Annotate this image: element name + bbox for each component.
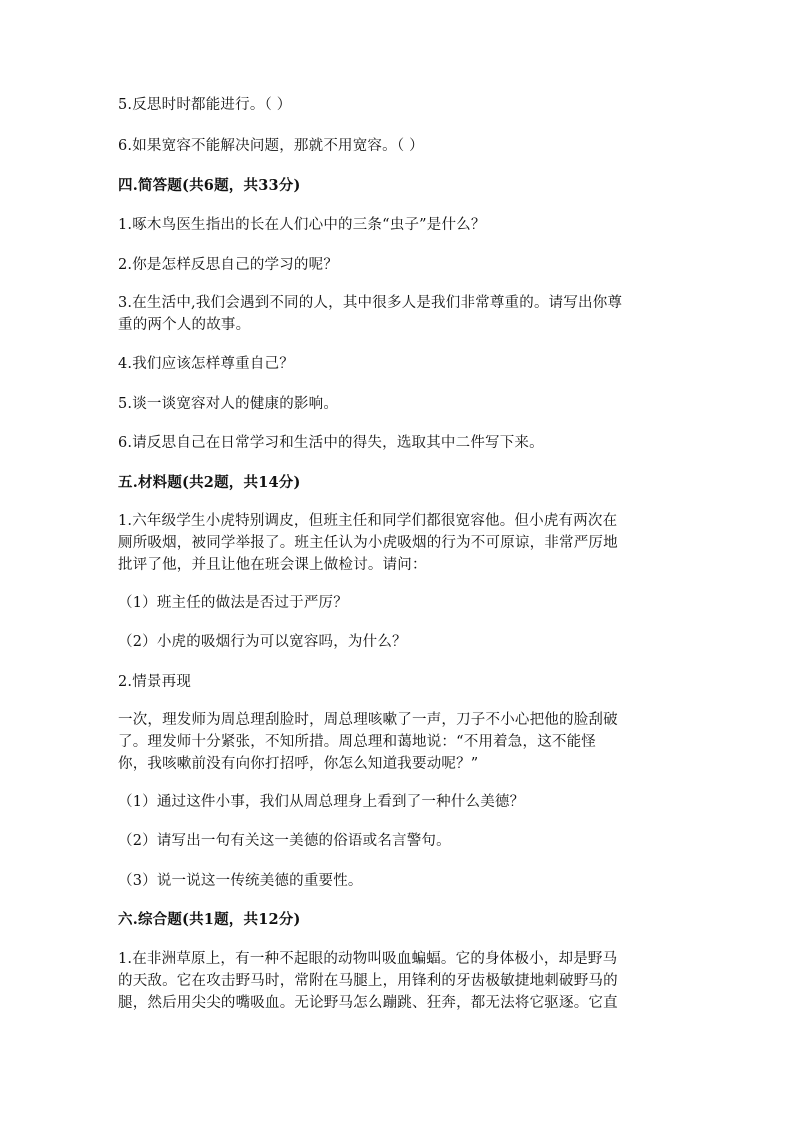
short-answer-question-6: 6.请反思自己在日常学习和生活中的得失，选取其中二件写下来。: [118, 435, 544, 451]
comprehensive-1-line-2: 的天敌。它在攻击野马时，常附在马腿上，用锋利的牙齿极敏捷地刺破野马的: [118, 973, 618, 989]
comprehensive-question-1: [118, 948, 678, 1014]
short-answer-question-5: 5.谈一谈宽容对人的健康的影响。: [118, 396, 339, 412]
material-1-subquestion-2: （2）小虎的吸烟行为可以宽容吗，为什么？: [118, 634, 407, 650]
judgment-item-5: 5.反思时时都能进行。（ ）: [118, 97, 292, 113]
material-2-line-2: 了。理发师十分紧张，不知所措。周总理和蔼地说：“不用着急，这不能怪: [118, 734, 597, 750]
short-answer-question-2: 2.你是怎样反思自己的学习的呢？: [118, 257, 339, 273]
comprehensive-1-line-1: 1.在非洲草原上，有一种不起眼的动物叫吸血蝙蝠。它的身体极小，却是野马: [118, 951, 618, 967]
material-question-2-title: 2.情景再现: [118, 674, 192, 690]
material-1-subquestion-1: （1）班主任的做法是否过于严厉？: [118, 595, 348, 611]
material-1-line-1: 1.六年级学生小虎特别调皮，但班主任和同学们都很宽容他。但小虎有两次在: [118, 513, 618, 529]
material-2-line-3: 你，我咳嗽前没有向你打招呼，你怎么知道我要动呢？”: [118, 756, 479, 772]
judgment-item-6: 6.如果宽容不能解决问题，那就不用宽容。（ ）: [118, 138, 424, 154]
material-2-subquestion-2: （2）请写出一句有关这一美德的俗语或名言警句。: [118, 833, 451, 849]
material-2-line-1: 一次，理发师为周总理刮脸时，周总理咳嗽了一声，刀子不小心把他的脸刮破: [118, 712, 618, 728]
material-question-2-passage: [118, 709, 678, 775]
material-question-1: [118, 510, 678, 576]
section-5-heading: 五.材料题(共2题，共14分): [118, 474, 301, 491]
short-answer-question-4: 4.我们应该怎样尊重自己？: [118, 356, 294, 372]
material-1-line-3: 批评了他，并且让他在班会课上做检讨。请问：: [118, 557, 427, 573]
comprehensive-1-line-3: 腿，然后用尖尖的嘴吸血。无论野马怎么蹦跳、狂奔，都无法将它驱逐。它直: [118, 995, 618, 1011]
material-2-subquestion-3: （3）说一说这一传统美德的重要性。: [118, 873, 363, 889]
section-4-heading: 四.简答题(共6题，共33分): [118, 177, 301, 194]
short-answer-question-3: [118, 292, 678, 336]
question-3-line-1: 3.在生活中,我们会遇到不同的人，其中很多人是我们非常尊重的。请写出你尊: [118, 295, 623, 311]
short-answer-question-1: 1.啄木鸟医生指出的长在人们心中的三条“虫子”是什么？: [118, 217, 486, 233]
section-6-heading: 六.综合题(共1题，共12分): [118, 911, 301, 928]
question-3-line-2: 重的两个人的故事。: [118, 317, 251, 333]
material-1-line-2: 厕所吸烟，被同学举报了。班主任认为小虎吸烟的行为不可原谅，非常严厉地: [118, 535, 618, 551]
material-2-subquestion-1: （1）通过这件小事，我们从周总理身上看到了一种什么美德？: [118, 794, 525, 810]
